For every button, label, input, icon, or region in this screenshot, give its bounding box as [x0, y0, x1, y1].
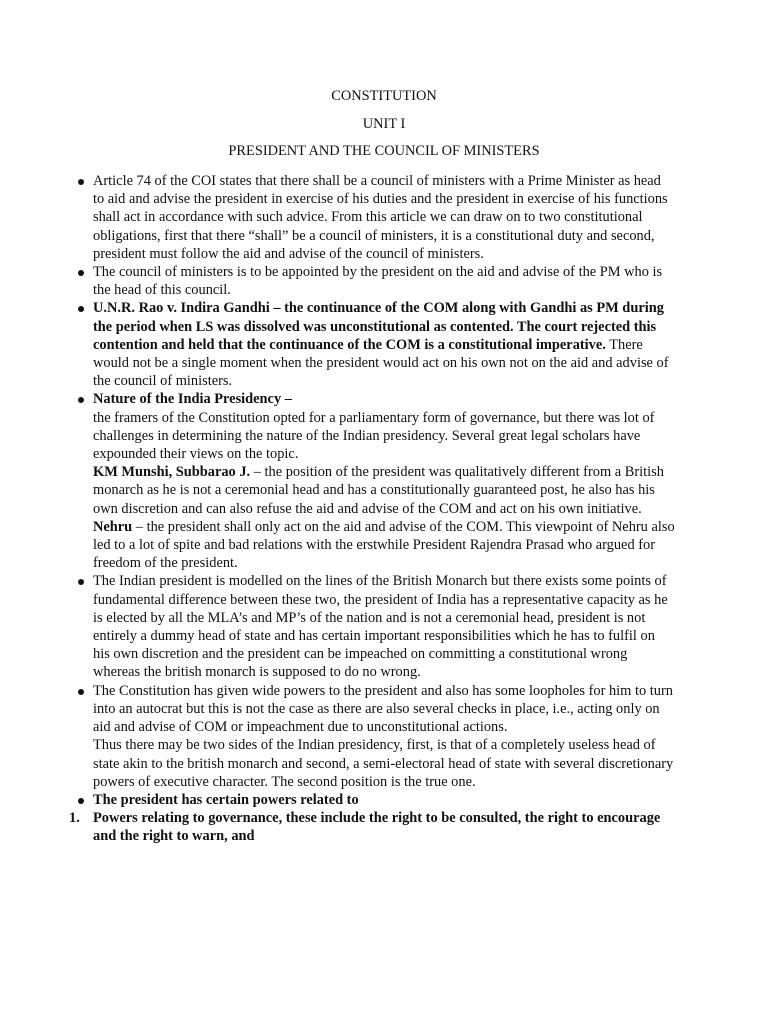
paragraph [93, 172, 675, 263]
bold-text: KM Munshi, Subbarao J. [93, 464, 251, 481]
section-heading: PRESIDENT AND THE COUNCIL OF MINISTERS [228, 143, 540, 159]
document-headings [0, 87, 768, 170]
paragraph [93, 791, 675, 809]
paragraph [93, 736, 675, 791]
list-number: 1. [69, 810, 80, 827]
paragraph [93, 409, 675, 464]
paragraph [93, 518, 675, 573]
text-run: – the president shall only act on the aid and advise of the COM. This viewpoint of Nehru also led to a lot of spite and bad relations with the erstwhile President Rajendra Prasad who argued for freedom of the president. [93, 518, 675, 572]
paragraph [93, 390, 675, 408]
bullet-icon [78, 798, 84, 804]
text-run: the framers of the Constitution opted for a parliamentary form of governance, but there was lot of challenges in determining the nature of the Indian presidency. Several great legal scholars have expounded their views on the topic. [93, 409, 655, 463]
text-run: The council of ministers is to be appointed by the president on the aid and advise of the PM who is the head of this council. [93, 264, 663, 299]
bold-text: Nature of the India Presidency – [93, 391, 292, 408]
bullet-icon [78, 579, 84, 585]
bullet-icon [78, 270, 84, 276]
text-run: Thus there may be two sides of the Indian presidency, first, is that of a completely useless head of state akin to the british monarch and second, a semi-electoral head of state with several discretionary powers of executive character. The second position is the true one. [93, 737, 674, 790]
text-run: The Constitution has given wide powers to the president and also has some loopholes for him to turn into an autocrat but this is not the case as there are also several checks in place, i.e., acting only on aid and advise of COM or impeachment due to unconstitutional actions. [93, 682, 673, 736]
bold-text: U.N.R. Rao v. Indira Gandhi – the continuance of the COM along with Gandhi as PM during the period when LS was dissolved was unconstitutional as contented. The court rejected this contention and held that the continuance of the COM is a constitutional imperative. [93, 300, 664, 353]
text-run: There would not be a single moment when the president would act on his own not on the aid and advise of the council of ministers. [93, 336, 669, 390]
list-item [93, 299, 675, 390]
list-item [93, 572, 675, 681]
unit-heading: UNIT I [362, 115, 406, 132]
paragraph [93, 572, 675, 681]
list-item [93, 390, 675, 572]
bullet-icon [78, 397, 84, 403]
bullet-icon [78, 306, 84, 312]
paragraph [93, 463, 675, 518]
list-item [93, 263, 675, 299]
list-item [93, 791, 675, 809]
bold-text: Nehru [93, 518, 133, 535]
paragraph [93, 299, 675, 390]
paragraph [93, 682, 675, 737]
bold-text: The president has certain powers related to [93, 791, 359, 808]
list-item [93, 172, 675, 263]
bullet-icon [78, 689, 84, 695]
text-run: The Indian president is modelled on the lines of the British Monarch but there exists some points of fundamental difference between these two, the president of India has a representative capacity as he is elected by all the MLA’s and MP’s of the nation and is not a ceremonial head, president is not entirely a dummy head of state and has certain important responsibilities which he has to fulfil on his own discretion and the president can be impeached on committing a constitutional wrong whereas the british monarch is supposed to do no wrong. [93, 573, 668, 681]
text-run: Article 74 of the COI states that there shall be a council of ministers with a Prime Minister as head to aid and advise the president in exercise of his duties and the president in exercise of his functions shall act in accordance with such advice. From this article we can draw on to two constitutional obligations, first that there “shall” be a council of ministers, it is a constitutional duty and second, president must follow the aid and advise of the council of ministers. [93, 173, 668, 262]
paragraph [93, 809, 675, 845]
document-body [69, 172, 675, 846]
list-item [69, 809, 675, 845]
bullet-icon [78, 179, 84, 185]
document-title: CONSTITUTION [331, 88, 437, 104]
list-item [93, 682, 675, 791]
bold-text: Powers relating to governance, these include the right to be consulted, the right to encourage and the right to warn, and [93, 810, 661, 845]
text-run: – the position of the president was qualitatively different from a British monarch as he is not a ceremonial head and has a constitutionally guaranteed post, he also has his own discretion and can also refuse the aid and advise of the COM and act on his own initiative. [93, 464, 664, 517]
paragraph [93, 263, 675, 299]
